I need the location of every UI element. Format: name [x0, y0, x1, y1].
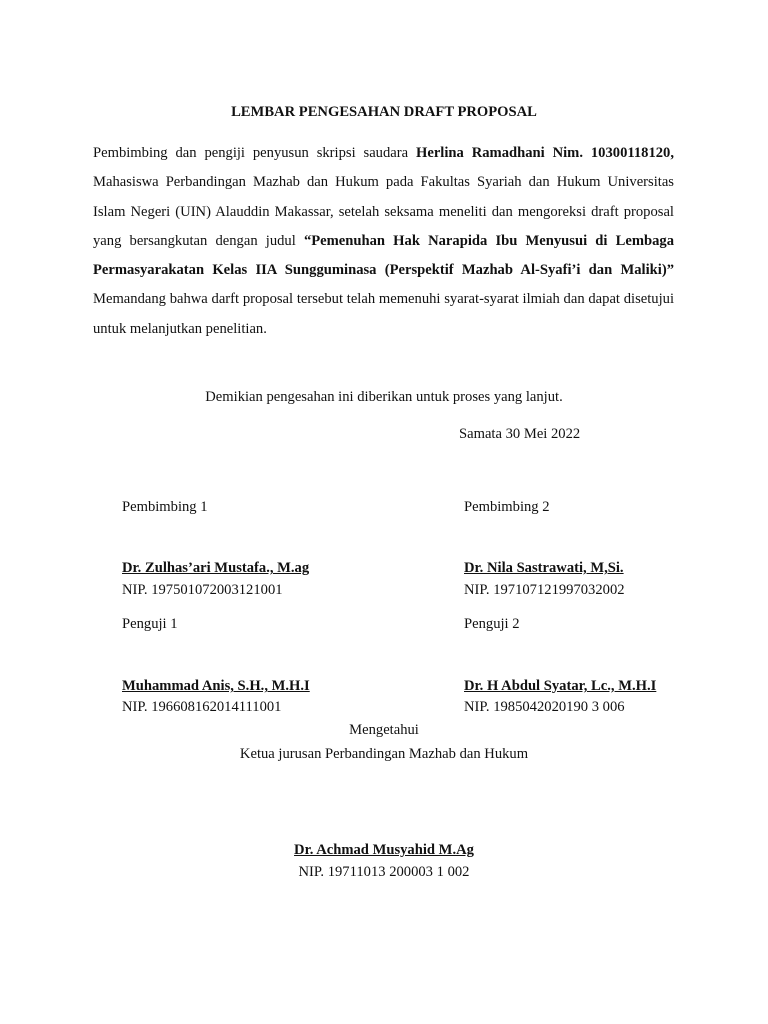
role-pembimbing-2: Pembimbing 2 — [464, 499, 550, 515]
place-date: Samata 30 Mei 2022 — [459, 426, 581, 442]
name-pembimbing-2: Dr. Nila Sastrawati, M,Si. — [464, 560, 624, 576]
student-identity: Herlina Ramadhani Nim. 10300118120, — [415, 145, 674, 161]
role-pembimbing-1: Pembimbing 1 — [122, 499, 208, 515]
nip-pembimbing-2: NIP. 197107121997032002 — [464, 582, 625, 598]
name-penguji-2: Dr. H Abdul Syatar, Lc., M.H.I — [464, 678, 657, 694]
acknowledgement-name — [0, 842, 768, 859]
nip-pembimbing-1: NIP. 197501072003121001 — [122, 582, 283, 598]
approval-paragraph — [93, 139, 674, 344]
document-title: LEMBAR PENGESAHAN DRAFT PROPOSAL — [231, 104, 537, 120]
role-penguji-1: Penguji 1 — [122, 616, 178, 632]
head-of-department-name: Dr. Achmad Musyahid M.Ag — [294, 842, 474, 858]
name-penguji-1: Muhammad Anis, S.H., M.H.I — [122, 678, 310, 694]
thesis-title: “Pemenuhan Hak Narapida Ibu Menyusui di Lembaga Permasyarakatan Kelas IIA Sungguminasa (Perspektif Mazhab Al-Syafi’i dan Maliki)” — [93, 232, 674, 279]
paragraph-affiliation: Mahasiswa Perbandingan Mazhab dan Hukum pada Fakultas Syariah dan Hukum Universitas Islam Negeri (UIN) Alauddin Makassar, setelah seksama meneliti dan mengoreksi draft proposal yang bersangkutan dengan judul — [93, 174, 674, 249]
acknowledgement-position: Ketua jurusan Perbandingan Mazhab dan Hukum — [239, 746, 529, 762]
role-penguji-2: Penguji 2 — [464, 616, 520, 632]
paragraph-intro: Pembimbing dan pengiji penyusun skripsi saudara — [93, 145, 416, 161]
acknowledgement-label: Mengetahui — [349, 722, 419, 738]
name-pembimbing-1: Dr. Zulhas’ari Mustafa., M.ag — [122, 560, 310, 576]
acknowledgement-nip: NIP. 19711013 200003 1 002 — [298, 864, 470, 880]
closing-statement: Demikian pengesahan ini diberikan untuk proses yang lanjut. — [205, 389, 563, 405]
paragraph-conclusion: Memandang bahwa darft proposal tersebut telah memenuhi syarat-syarat ilmiah dan dapat disetujui untuk melanjutkan penelitian. — [93, 291, 674, 337]
nip-penguji-2: NIP. 1985042020190 3 006 — [464, 699, 625, 715]
nip-penguji-1: NIP. 196608162014111001 — [122, 699, 282, 715]
